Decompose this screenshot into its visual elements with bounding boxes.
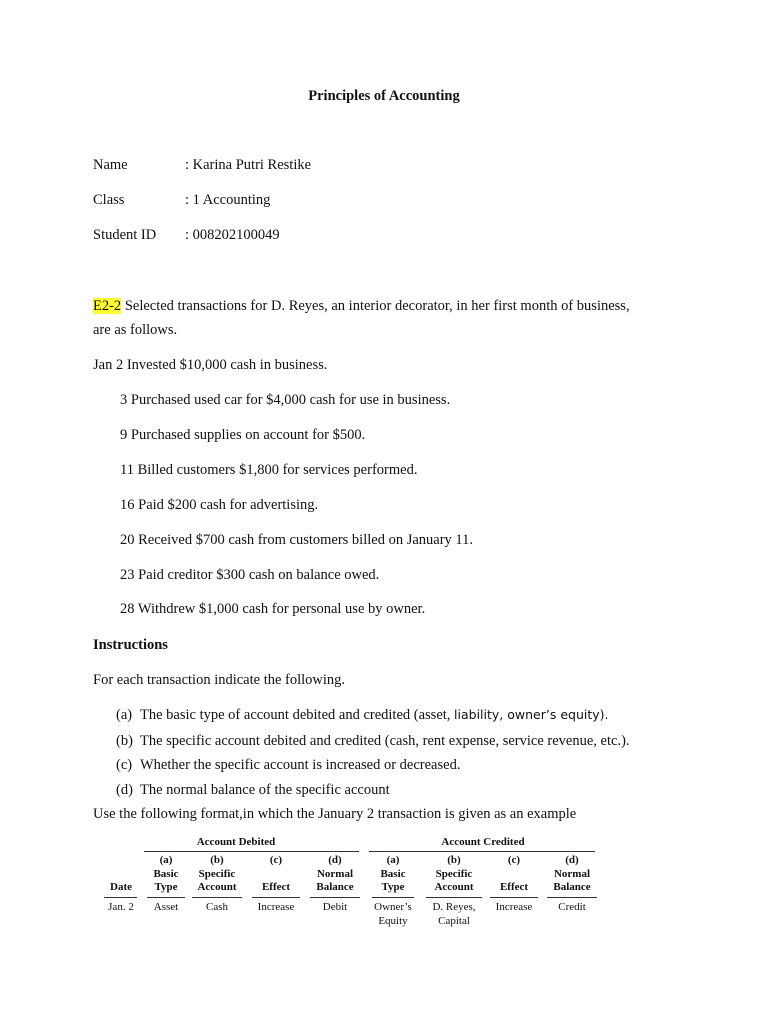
- debited-col-header: (a) Basic Type: [153, 854, 179, 893]
- debited-rule: [144, 851, 359, 852]
- exercise-intro: [93, 298, 630, 315]
- name-label: Name: [93, 157, 128, 173]
- transaction-item: 9 Purchased supplies on account for $500.: [120, 427, 366, 443]
- exercise-code: E2-2: [93, 298, 122, 314]
- transaction-item: 16 Paid $200 cash for advertising.: [120, 497, 319, 513]
- table-cell-date: Jan. 2: [108, 901, 134, 913]
- student-id-label: Student ID: [93, 227, 157, 243]
- credited-rule: [369, 851, 595, 852]
- transaction-item: 28 Withdrew $1,000 cash for personal use by owner.: [120, 601, 426, 617]
- transaction-item: 20 Received $700 cash from customers billed on January 11.: [120, 532, 474, 548]
- option-letter: (d): [116, 782, 133, 798]
- table-cell: D. Reyes, Capital: [432, 901, 476, 927]
- name-value: : Karina Putri Restike: [185, 157, 312, 173]
- option-text: The basic type of account debited and credited (asset, liability, owner’s equity).: [140, 707, 609, 723]
- transaction-item: 11 Billed customers $1,800 for services performed.: [120, 462, 418, 478]
- table-cell: Cash: [206, 901, 228, 913]
- transaction-item: Jan 2 Invested $10,000 cash in business.: [93, 357, 328, 373]
- debited-col-header: (c) Effect: [261, 854, 291, 893]
- header-rule: [547, 897, 597, 898]
- credited-col-header: (c) Effect: [499, 854, 529, 893]
- table-cell: Asset: [153, 901, 179, 913]
- table-cell: Owner’s Equity: [374, 901, 412, 927]
- credited-heading: Account Credited: [441, 836, 525, 848]
- class-value: : 1 Accounting: [185, 192, 271, 208]
- option-letter: (b): [116, 733, 133, 749]
- debited-heading: Account Debited: [196, 836, 276, 848]
- instructions-heading: Instructions: [93, 637, 168, 653]
- option-text: Whether the specific account is increased or decreased.: [140, 757, 461, 773]
- student-id-value: : 008202100049: [185, 227, 280, 243]
- option-text: The specific account debited and credited (cash, rent expense, service revenue, etc.).: [140, 733, 630, 749]
- debited-col-header: (d) Normal Balance: [316, 854, 354, 893]
- page-title: Principles of Accounting: [308, 88, 460, 104]
- credited-col-header: (a) Basic Type: [380, 854, 406, 893]
- header-rule: [490, 897, 538, 898]
- header-rule: [252, 897, 300, 898]
- date-header: Date: [110, 881, 132, 893]
- transaction-item: 3 Purchased used car for $4,000 cash for use in business.: [120, 392, 451, 408]
- option-text: The normal balance of the specific account: [140, 782, 390, 798]
- format-note: Use the following format,in which the January 2 transaction is given as an example: [93, 806, 577, 822]
- option-letter: (c): [116, 757, 133, 773]
- table-cell: Debit: [322, 901, 348, 913]
- credited-col-header: (d) Normal Balance: [553, 854, 591, 893]
- header-rule: [192, 897, 242, 898]
- class-label: Class: [93, 192, 125, 208]
- table-cell: Increase: [257, 901, 295, 913]
- exercise-intro-line1: Selected transactions for D. Reyes, an interior decorator, in her first month of business,: [121, 298, 630, 314]
- credited-col-header: (b) Specific Account: [434, 854, 474, 893]
- exercise-intro-line2: are as follows.: [93, 322, 178, 338]
- header-rule: [310, 897, 360, 898]
- header-rule: [372, 897, 414, 898]
- header-rule: [104, 897, 137, 898]
- header-rule: [426, 897, 482, 898]
- instructions-lead: For each transaction indicate the following.: [93, 672, 346, 688]
- header-rule: [147, 897, 185, 898]
- table-cell: Increase: [495, 901, 533, 913]
- transaction-item: 23 Paid creditor $300 cash on balance owed.: [120, 567, 380, 583]
- option-letter: (a): [116, 707, 133, 723]
- table-cell: Credit: [558, 901, 586, 913]
- debited-col-header: (b) Specific Account: [197, 854, 237, 893]
